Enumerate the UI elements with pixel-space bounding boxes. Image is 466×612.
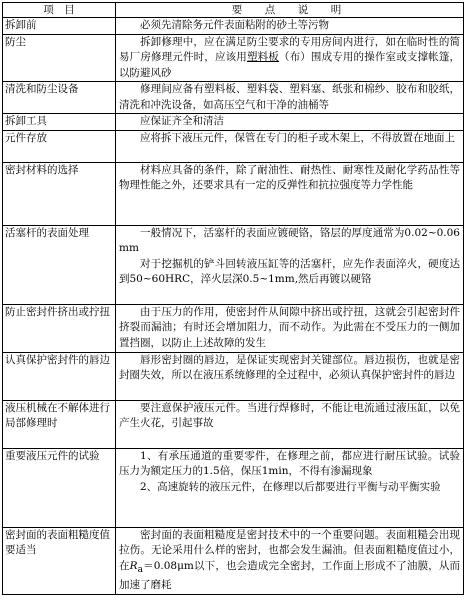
row-description	[116, 448, 464, 527]
table-row	[3, 34, 464, 82]
table-row	[3, 304, 464, 352]
row-description: 要注意保护液压元件。当进行焊修时，不能让电流通过液压缸，以免产生火花，引起事故	[116, 400, 464, 448]
desc-underlined-term: 塑料板	[246, 51, 279, 63]
row-item: 活塞杆的表面处理	[3, 225, 116, 304]
repair-notes-table	[2, 2, 464, 595]
desc-paragraph: 对于挖掘机的铲斗回转液压缸等的活塞杆，应先作表面淬火，硬度达到50~60HRC，淬火层深0.5~1mm,然后再镀以硬铬	[119, 257, 460, 285]
row-item: 认真保护密封件的唇边	[3, 352, 116, 400]
row-item: 重要液压元件的试验	[3, 448, 116, 527]
row-description: 修理间应备有塑料板、塑料袋、塑料塞、纸张和棉纱、胶布和胶纸，清洗和冲洗设备，如高压空气和干净的油桶等	[116, 82, 464, 114]
row-description: 唇形密封圈的唇边，是保证实现密封关键部位。唇边损伤，也就是密封圈失效，所以在液压系统修理的全过程中，必须认真保护密封件的唇边	[116, 352, 464, 400]
row-description: 应保证齐全和清洁	[116, 114, 464, 131]
table-row	[3, 400, 464, 448]
table-row	[3, 82, 464, 114]
table-header-row	[3, 3, 464, 18]
repair-notes-table-wrapper	[2, 2, 463, 595]
row-item: 密封面的表面粗糙度值要适当	[3, 527, 116, 594]
desc-text: （布）围成专用的操作室或支撑帐篷，以防避风砂	[119, 51, 461, 79]
table-row	[3, 352, 464, 400]
row-item: 清洗和防尘设备	[3, 82, 116, 114]
desc-paragraph: 2、高速旋转的液压元件，在修理以后都要进行平衡与动平衡实验	[140, 480, 441, 493]
table-row	[3, 18, 464, 35]
desc-paragraph: 1、有承压通道的重要零件，在修理之前，都应进行耐压试验。试验压力为额定压力的1.5倍，保压1min，不得有渗漏现象	[119, 449, 460, 477]
desc-symbol: R	[129, 559, 138, 572]
row-description: 由于压力的作用，使密封件从间隙中挤出或拧扭，这就会引起密封件挤裂而漏油；有时还会增加阻力，而不动作。为此需在不受压力的一侧加置挡圈，以防止上述故障的发生	[116, 304, 464, 352]
row-description	[116, 527, 464, 594]
table-row	[3, 225, 464, 304]
table-row	[3, 162, 464, 225]
row-item: 拆卸前	[3, 18, 116, 35]
table-row	[3, 114, 464, 131]
row-description: 材料应具备的条件，除了耐油性、耐热性、耐寒性及耐化学药品性等物理性能之外，还要求具有一定的反弹性和抗拉强度等力学性能	[116, 162, 464, 225]
header-description: 要 点 说 明	[116, 3, 464, 18]
row-description	[116, 34, 464, 82]
row-item: 元件存放	[3, 130, 116, 162]
row-item: 防止密封件挤出或拧扭	[3, 304, 116, 352]
row-item: 液压机械在不解体进行局部修理时	[3, 400, 116, 448]
header-item: 项 目	[3, 3, 116, 18]
row-item: 密封材料的选择	[3, 162, 116, 225]
row-description: 应将拆下液压元件，保管在专门的柜子或木架上，不得放置在地面上	[116, 130, 464, 162]
row-item: 防尘	[3, 34, 116, 82]
row-item: 拆卸工具	[3, 114, 116, 131]
desc-paragraph: 一般情况下，活塞杆的表面应镀硬铬，铬层的厚度通常为0.02~0.06mm	[119, 226, 460, 254]
desc-text: ＝0.08μm以下，也会造成完全密封，工作面上形成不了油膜，从而加速了磨耗	[119, 559, 460, 592]
table-row	[3, 448, 464, 527]
row-description	[116, 225, 464, 304]
desc-text: 拆卸修理中，应在满足防尘要求的专用房间内进行，如在临时性的简易厂房修理元件时，应该用	[119, 35, 460, 63]
table-row	[3, 130, 464, 162]
row-description: 必须先清除务元件表面粘附的砂土等污物	[116, 18, 464, 35]
desc-symbol-subscript: a	[137, 564, 143, 575]
table-row	[3, 527, 464, 594]
desc-text: 密封面的表面粗糙度是密封技术中的一个重要问题。表面粗糙会出现拉伤。无论采用什么样的密封，也都会发生漏油。但表面粗糙度值过小，在	[119, 528, 460, 572]
